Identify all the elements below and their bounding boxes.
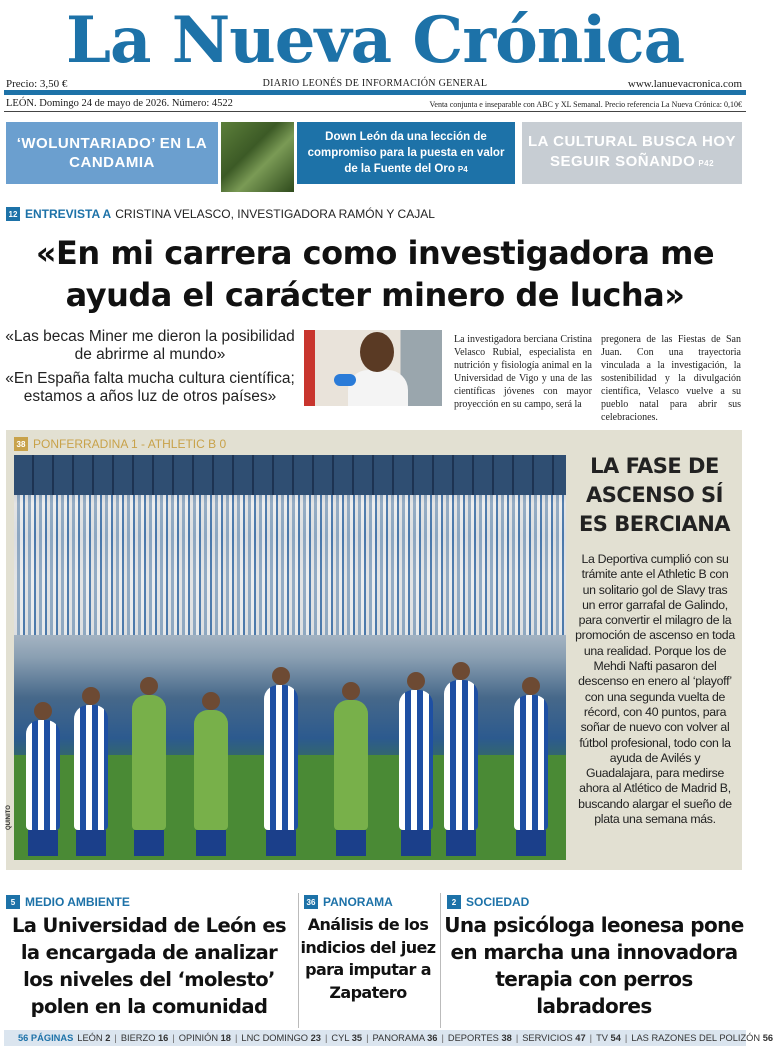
teaser-down-leon[interactable] xyxy=(297,122,515,184)
bottom-section-label-3 xyxy=(447,895,529,909)
teaser-text-main: LA CULTURAL BUSCA HOY SEGUIR SOÑANDO xyxy=(528,133,736,170)
interview-body-col2: pregonera de las Fiestas de San Juan. Con una trayectoria vinculada a la investigación, la sostenibilidad y la divulgación científica, Velasco vuelve a su pueblo natal para abrir sus celebraciones. xyxy=(601,334,741,423)
index-section: LNC DOMINGO xyxy=(241,1033,309,1043)
index-section: LAS RAZONES DEL POLIZÓN xyxy=(631,1033,761,1043)
index-item[interactable] xyxy=(631,1033,773,1043)
index-page: 56 xyxy=(762,1033,773,1043)
page-number-badge: 12 xyxy=(6,207,20,221)
dateline: LEÓN. Domingo 24 de mayo de 2026. Número: 4522 xyxy=(6,98,233,109)
index-item[interactable] xyxy=(448,1033,512,1043)
page-number-badge: 2 xyxy=(447,895,461,909)
index-item[interactable] xyxy=(121,1033,169,1043)
photo-figure-head xyxy=(360,332,394,372)
website-link[interactable]: www.lanuevacronica.com xyxy=(627,78,742,90)
index-section: CYL xyxy=(331,1033,350,1043)
index-item[interactable] xyxy=(522,1033,585,1043)
sport-photo xyxy=(14,455,566,860)
teaser-text xyxy=(307,129,505,178)
index-page: 18 xyxy=(220,1033,231,1043)
interview-quotes xyxy=(4,328,296,412)
index-page: 36 xyxy=(427,1033,438,1043)
index-page: 35 xyxy=(351,1033,363,1043)
index-item[interactable] xyxy=(241,1033,321,1043)
story-headline-sociedad[interactable]: Una psicóloga leonesa pone en marcha una innovadora terapia con perros labradores xyxy=(444,913,744,1018)
player-figure xyxy=(264,685,298,830)
index-page: 23 xyxy=(310,1033,321,1043)
teaser-voluntariado[interactable] xyxy=(6,122,218,184)
page-index-bar: 56 PÁGINAS LEÓN 2 | BIERZO 16 | OPINIÓN 18 | LNC DOMINGO 23 | CYL 35 | PANORAMA 36 | DEPORTES 38 | SERVICIOS 47 | TV 54 | LAS RAZONES DEL POLIZÓN 56 xyxy=(4,1030,746,1046)
index-section: PANORAMA xyxy=(372,1033,425,1043)
bottom-section-label-1 xyxy=(6,895,130,909)
stadium-crowd xyxy=(14,495,566,635)
teaser-text xyxy=(522,132,742,174)
player-figure xyxy=(399,690,433,830)
index-page: 2 xyxy=(105,1033,111,1043)
page-count: 56 PÁGINAS xyxy=(18,1033,74,1043)
photo-credit: QUINITO xyxy=(6,805,12,830)
newspaper-logo[interactable]: La Nueva Crónica xyxy=(65,3,685,78)
index-page: 38 xyxy=(501,1033,512,1043)
section-name: PANORAMA xyxy=(323,895,393,909)
interview-section-label xyxy=(6,207,435,221)
sport-body: La Deportiva cumplió con su trámite ante el Athletic B con un solitario gol de Slavy tras un error garrafal de Galindo, para convertir el milagro de la promoción de ascenso en toda una realidad. Porque los de Mehdi Nafti pasaron del descenso en enero al ‘playoff’ con una segunda vuelta de récord, con 40 puntos, para soñar de nuevo con volver al fútbol profesional, todo con la ayuda de Avilés y Guadalajara, para medirse ahora al Atlético de Madrid B, buscando alargar el sueño de plata una semana más. xyxy=(575,552,735,827)
masthead-subtitle: DIARIO LEONÉS DE INFORMACIÓN GENERAL xyxy=(262,78,488,89)
divider xyxy=(4,111,746,112)
column-divider xyxy=(298,893,299,1028)
section-name: PONFERRADINA 1 - ATHLETIC B 0 xyxy=(33,437,227,451)
page-number-badge: 38 xyxy=(14,437,28,451)
player-figure xyxy=(194,710,228,830)
player-figure xyxy=(514,695,548,830)
section-name: MEDIO AMBIENTE xyxy=(25,895,130,909)
story-headline-panorama[interactable]: Análisis de los indicios del juez para imputar a Zapatero xyxy=(300,915,436,1002)
index-item[interactable] xyxy=(373,1033,438,1043)
index-item[interactable] xyxy=(596,1033,621,1043)
interview-subject: CRISTINA VELASCO, INVESTIGADORA RAMÓN Y CAJAL xyxy=(115,207,435,221)
player-figure xyxy=(74,705,108,830)
index-page: 47 xyxy=(575,1033,586,1043)
interview-body-col1: La investigadora berciana Cristina Velasco Rubial, especialista en nutrición y fisiología animal en la Universidad de Vigo y una de las científicas jóvenes con mayor proyección en su campo, será la xyxy=(454,334,592,410)
index-item[interactable] xyxy=(331,1033,362,1043)
index-item[interactable] xyxy=(179,1033,231,1043)
index-item[interactable] xyxy=(77,1033,110,1043)
index-page: 16 xyxy=(158,1033,169,1043)
bottom-section-label-2 xyxy=(304,895,393,909)
photo-pipette xyxy=(334,374,356,386)
teaser-page: P4 xyxy=(457,164,468,174)
stadium-roof xyxy=(14,455,566,495)
photo-figure xyxy=(348,370,408,406)
index-section: BIERZO xyxy=(120,1033,156,1043)
teaser-page: P42 xyxy=(698,159,715,168)
section-name: ENTREVISTA A xyxy=(25,207,112,221)
column-divider xyxy=(440,893,441,1028)
main-headline[interactable]: «En mi carrera como investigadora me ayuda el carácter minero de lucha» xyxy=(35,234,715,314)
player-figure xyxy=(132,695,166,830)
teaser-cultural[interactable] xyxy=(522,122,742,184)
teaser-text: ‘WOLUNTARIADO’ EN LA CANDAMIA xyxy=(16,135,208,171)
index-section: DEPORTES xyxy=(447,1033,499,1043)
index-section: TV xyxy=(596,1033,608,1043)
section-name: SOCIEDAD xyxy=(466,895,530,909)
player-figure xyxy=(26,720,60,830)
masthead xyxy=(0,0,750,96)
index-section: LEÓN xyxy=(77,1033,103,1043)
quote: «Las becas Miner me dieron la posibilidad de abrirme al mundo» xyxy=(5,328,295,363)
player-figure xyxy=(334,700,368,830)
sales-note: Venta conjunta e inseparable con ABC y XL Semanal. Precio referencia La Nueva Crónica: 0,10€ xyxy=(429,100,742,109)
teaser-text-main: Down León da una lección de compromiso para la puesta en valor de la Fuente del Oro xyxy=(307,130,505,175)
masthead-rule xyxy=(4,90,746,95)
sport-section-label xyxy=(14,437,226,451)
teaser-photo xyxy=(221,122,294,192)
story-headline-medio-ambiente[interactable]: La Universidad de León es la encargada de analizar los niveles del ‘molesto’ polen en la comunidad xyxy=(11,914,286,1018)
price-label: Precio: 3,50 € xyxy=(6,78,68,90)
quote: «En España falta mucha cultura científica; estamos a años luz de otros países» xyxy=(5,370,295,405)
page-number-badge: 36 xyxy=(304,895,318,909)
player-figure xyxy=(444,680,478,830)
page-number-badge: 5 xyxy=(6,895,20,909)
index-section: OPINIÓN xyxy=(178,1033,219,1043)
interview-photo xyxy=(304,330,442,406)
sport-headline[interactable]: LA FASE DE ASCENSO SÍ ES BERCIANA xyxy=(578,454,731,536)
index-page: 54 xyxy=(610,1033,621,1043)
index-section: SERVICIOS xyxy=(522,1033,573,1043)
